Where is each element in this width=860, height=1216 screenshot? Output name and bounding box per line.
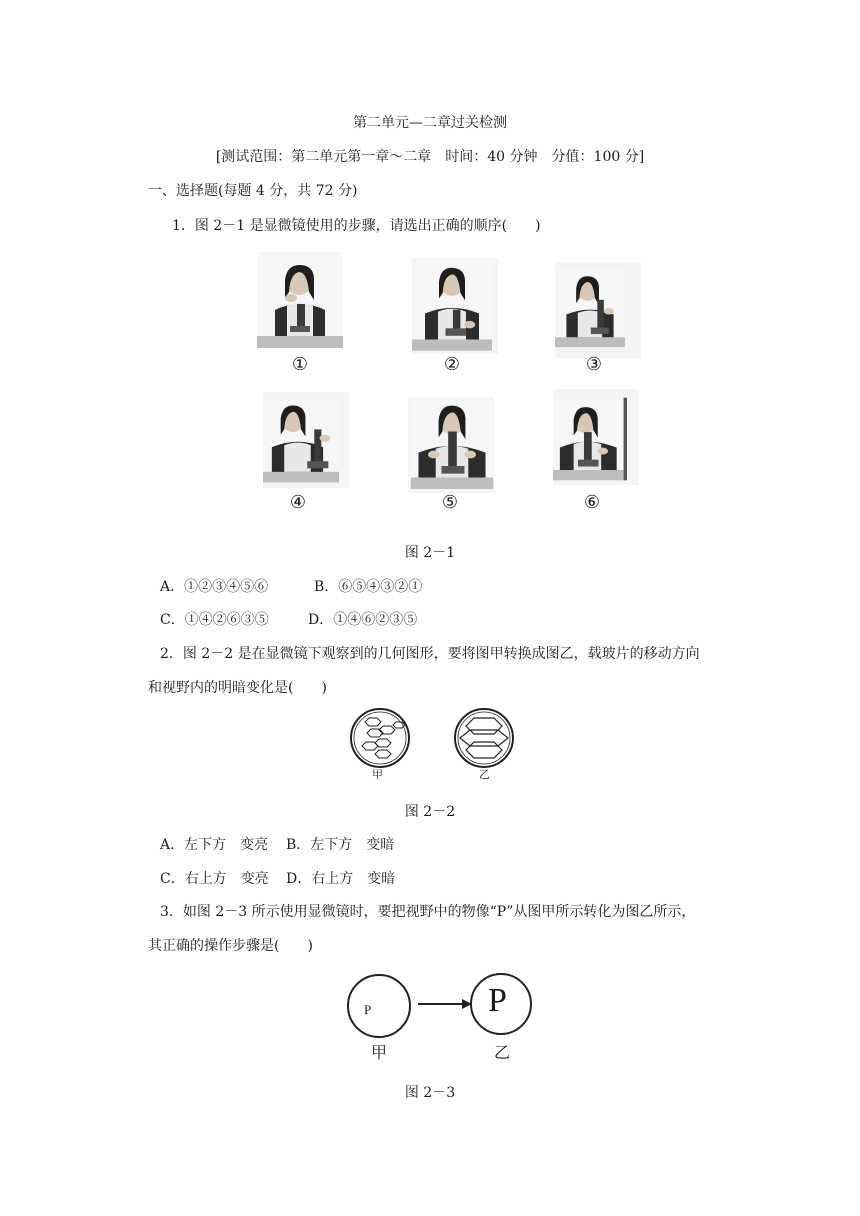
photo-label-2: ② [443, 354, 461, 375]
photo-label-3: ③ [585, 354, 603, 375]
question-2-stem-line1: 2．图 2－2 是在显微镜下观察到的几何图形，要将图甲转换成图乙，载玻片的移动方向 [160, 646, 700, 662]
figure-2-3-big-letter: P [488, 982, 507, 1019]
q1-option-d: D．①④⑥②③⑤ [308, 612, 418, 628]
microscope-step-photo-2 [412, 258, 498, 354]
figure-2-2-caption: 图 2－2 [404, 804, 456, 820]
microscope-step-photo-1 [257, 252, 343, 348]
q1-option-b: B．⑥⑤④③②① [314, 579, 423, 595]
microscope-step-photo-3 [555, 262, 641, 358]
photo-label-1: ① [291, 354, 309, 375]
q1-option-a: A．①②③④⑤⑥ [160, 579, 269, 595]
figure-2-3-label-jia: 甲 [371, 1043, 388, 1062]
test-scope: [测试范围：第二单元第一章～二章 时间：40 分钟 分值：100 分] [215, 149, 645, 165]
question-1-stem: 1．图 2－1 是显微镜使用的步骤，请选出正确的顺序( ) [172, 218, 541, 234]
microscope-step-photo-6 [553, 389, 639, 485]
figure-2-1-caption: 图 2－1 [404, 545, 456, 561]
section-heading: 一、选择题(每题 4 分，共 72 分) [148, 183, 358, 199]
photo-label-6: ⑥ [583, 492, 601, 513]
figure-2-2-label-yi: 乙 [479, 768, 490, 781]
figure-2-3-caption: 图 2－3 [404, 1085, 456, 1101]
figure-2-2-label-jia: 甲 [372, 768, 383, 781]
figure-2-3-small-letter: P [364, 1002, 372, 1017]
q2-option-b: B．左下方 变暗 [286, 837, 395, 853]
question-3-stem-line2: 其正确的操作步骤是( ) [148, 938, 313, 954]
q2-option-c: C．右上方 变亮 [160, 871, 269, 887]
q2-option-a: A．左下方 变亮 [160, 837, 269, 853]
figure-2-3-label-yi: 乙 [494, 1043, 511, 1062]
photo-label-5: ⑤ [441, 492, 459, 513]
page-title: 第二单元—二章过关检测 [353, 115, 507, 131]
q1-option-c: C．①④②⑥③⑤ [160, 612, 269, 628]
question-2-stem-line2: 和视野内的明暗变化是( ) [148, 680, 327, 696]
q2-option-d: D．右上方 变暗 [286, 871, 396, 887]
question-3-stem-line1: 3．如图 2－3 所示使用显微镜时，要把视野中的物像“P”从图甲所示转化为图乙所示， [160, 904, 696, 920]
microscope-step-photo-5 [408, 397, 494, 493]
figure-2-3-diagram [346, 972, 536, 1042]
microscope-step-photo-4 [263, 392, 349, 488]
photo-label-4: ④ [289, 492, 307, 513]
